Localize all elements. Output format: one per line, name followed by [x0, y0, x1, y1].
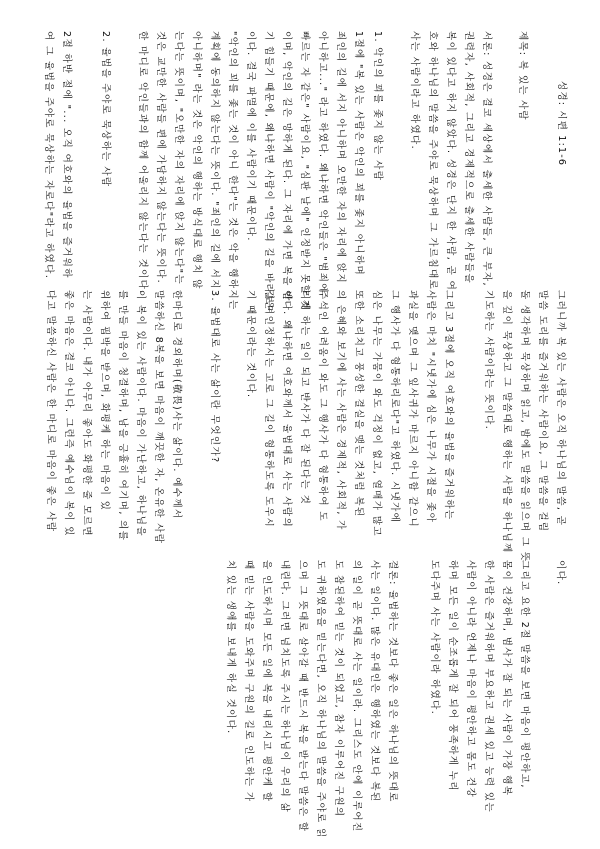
text-line: 몸이 건강하며, 범사가 잘 되는 사람이 가장 행복 [501, 560, 512, 797]
text-line: 이며, 악인의 길은 망하게 된다. 그 자리에 가면 복을 받 [281, 31, 292, 302]
text-line: 사는 일이다. 많은 유대인은 행하였는 것보다 복된 [369, 560, 380, 803]
text-line: 는다는 뜻이며, "오만한 자의 자리에 앉지 않는다"는 [173, 31, 184, 286]
text-line: 빠르는 자 같은" 사람이요, "심판 날에" 인정받지 못할 것 [299, 31, 310, 311]
text-line: 내린다. 그러면 넘치도록 주시는 하나님이 우리의 삶 [279, 560, 290, 814]
sermon-title: 제목: 복 있는 사람 [517, 31, 528, 121]
text-line: 심은 나무는 가뭄이 와도 걱정이 없고, 열매가 많고 [371, 290, 382, 537]
text-line: 그러니까 복 있는 사람은 오직 하나님의 말씀, 곧 [555, 290, 566, 527]
text-line: 좋은 마음은 결코 아니다. 그런즉 예수님이 복이 있 [63, 290, 74, 537]
section-heading: 2. 율법을 주야로 묵상하는 사람 [100, 31, 111, 188]
text-line: 한 마디로 악인들과의 함께 어울리지 않는다는 것이다. [137, 31, 148, 295]
text-line: 말씀 도리를 즐거워하는 사람이요, 그 말씀을 걸림 [537, 290, 548, 533]
text-line: 를 만들 마음이 청결하며, 남을 긍휼히 여기며, 의를 [117, 290, 128, 542]
text-line: 의 일이 곧 뜻대로 사는 일이라. 그리스도 안에 이루어진 [351, 560, 362, 833]
text-line: 사는 사람이라고 하였다. [409, 31, 420, 151]
section-heading: 3. 율법대로 사는 삶이란 무엇인가? [209, 290, 220, 464]
text-line: 또한 소리치고 풍성한 결실을 맺는 것처럼 복된 [353, 290, 364, 518]
text-line: 아니하며" 라는 것은 악인의 행하는 방식대로 행치 않 [191, 31, 202, 290]
text-line: 리게 하는 일이 되고 반사가 다 잘 된다는 것 [299, 290, 310, 506]
text-line: 하며 모든 일이 순조롭게 잘 되어 풍족하게 누리 [447, 560, 458, 792]
text-line: 복이 있다고 하지 않았다. 성경은 단지 한 사람, 곧 여 [445, 31, 456, 292]
text-line: 한마디로 경외하며(敬畏)사는 삶이다. 예수께서 [171, 290, 182, 520]
text-line: 기도하는 사람이라는 뜻이다. [483, 290, 494, 431]
text-line: 치 있는 생애를 보내게 하실 것이다. [225, 560, 236, 735]
text-line: 을 깊이 묵상하고 그 말씀대로 행하는 사람을 하나님께 [501, 290, 512, 554]
text-line: 이다. 결국 파멸에 이를 사람이기 때문이다. [245, 31, 256, 242]
text-line: 다고 말씀하신 사람은 한 마디로 마음이 좋은 사람 [45, 290, 56, 533]
text-line: 이다. [555, 560, 566, 586]
text-line: 돌 생각하며 묵상하며 읽고, 밤에도 말씀을 읽으며 그 뜻 [519, 290, 530, 563]
text-line: 1절에 "복 있는 사람은 악인의 꾀를 좇지 아니하며 [353, 31, 364, 277]
section-heading: 1. 악인의 꾀를 좇지 않는 사람 [372, 31, 383, 182]
text-line: 기 힘들기 때문에, 왜냐하면 사람이 "악인의 길을 바라보며 [263, 31, 274, 316]
text-line: "악인의 꾀를 좇는 것이 아니 한다"는 것은 악을 행하지는 [227, 31, 238, 311]
text-line: 죄인의 길에 서지 아니하며 오만한 자의 자리에 앉지 [335, 31, 346, 285]
text-line: 으며 그 뜻대로 살아갈 때 반드시 복을 받는다 말씀은 할 [297, 560, 308, 833]
text-line: 2절 하반 절에 "... 오직 여호와의 율법을 즐거워하 [61, 31, 72, 279]
text-line: 사람은 마치 "시냇가에 심은 나무가 시절을 좇아 [425, 290, 436, 524]
text-line: 도다주며 사는 사람이라 하였다. [429, 560, 440, 716]
text-line: 계획에 동의하지 않는다는 뜻이다. "죄인의 길에 서지 [209, 31, 220, 290]
text-line: 을 인도하시며 모든 일에 복을 내리시고 평안케 할 [261, 560, 272, 803]
text-line: 말씀하신 8복을 보면 마음이 깨끗한 자, 온유한 사람 [153, 290, 164, 545]
text-line: 한 사람은 즐거워하며 부요하고 권세 있고 능력 있는 [483, 560, 494, 814]
text-line: 기 때문이라는 것이다. [245, 290, 256, 399]
text-line: 도 참된하여 믿는 것이 되었고, 참자 이루어진 구원의 [333, 560, 344, 818]
text-line: 권력자, 사회적, 그리고 경제적으로 출세한 사람들을 [463, 31, 474, 285]
text-line: 서론: 성경은 결코 세상에서 출세한 사람들, 큰 부자, [481, 31, 492, 287]
text-line: 여 그 율법을 주야로 묵상하는 자로다"라고 하였다. [43, 31, 54, 280]
scripture-reference: 성경: 시편 1:1-6 [556, 81, 567, 167]
text-line: 호와 하나님의 말씀을 주야로 묵상하며 그 가르침대로 [427, 31, 438, 291]
text-line: 도 귀하였음을 믿는다면, 오직 하나님의 말씀을 주야로 읽 [315, 560, 326, 839]
text-line: 사람이 아니라 언제나 마음이 평안하고 몸도 건강 [465, 560, 476, 799]
text-line: 의 은혜와 보기에 사는 사람은 경제적, 사회적, 가 [335, 290, 346, 531]
text-line: 길은 인정하시는 고로 그 길이 형통하도록 도우시 [263, 290, 274, 529]
text-line: 위하여 핍박을 받으며, 화평케 하는 마음이 있 [99, 290, 110, 512]
text-line: 그리고 3절에 오직 여호와의 율법을 즐거워하는 [443, 290, 454, 521]
text-line: 는 사람이다. 내가 아무리 좋아도 화평한 줄 모르면 [81, 290, 92, 537]
text-line: 이 복이 있는 사람이다. 마음이 가난하고, 하나님을 [135, 290, 146, 537]
text-line: 결론: 율법하는 것보다 좋은 일은 하나님의 뜻대로 [387, 560, 398, 803]
text-line: 과실을 맺으며 그 잎사귀가 마르지 아니함 같으니 [407, 290, 418, 529]
text-line: 아니하고..." 라고 하였다. 왜냐하면 악인들은 "범죄에 [317, 31, 328, 294]
text-line: 그리고 요한 2절 말씀을 보면 마음이 평안하고, [519, 560, 530, 789]
text-line: 이다. 왜냐하면 여호와께서 율법대로 사는 사람의 [281, 290, 292, 529]
text-line: 그 행사가 다 형통하리로다"고 하였다. 시냇가에 [389, 290, 400, 524]
text-line: 때 믿는 사람을 도와주며 구원의 길로 인도하는 가 [243, 560, 254, 803]
text-line: 주석인 어려움이 와도 그 행사가 다 형통하여 도 [317, 290, 328, 522]
text-line: 것은 교만한 사람들 편에 가담하지 않는다는 뜻이다. [155, 31, 166, 285]
